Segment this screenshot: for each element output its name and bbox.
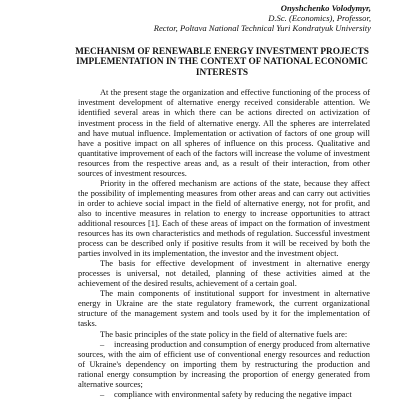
body-paragraph: The basic principles of the state policy in the field of alternative fuels are: — [100, 329, 348, 339]
list-dash: – — [100, 389, 105, 399]
title-line: INTERESTS — [195, 67, 249, 78]
list-item-text: compliance with environmental safety by reducing the negative impact — [114, 389, 352, 399]
body-paragraph: The main components of institutional support for investment in alternative energy in Ukraine are the state regulatory framework, the current organizational structure of the management system and tools used by it for the implementation of tasks. — [78, 289, 370, 329]
author-degree: D.Sc. (Economics), Professor, — [268, 13, 371, 24]
title-line: IMPLEMENTATION IN THE CONTEXT OF NATIONAL ECONOMIC — [76, 57, 368, 68]
list-item-text: increasing production and consumption of energy produced from alternative sources, with the aim of efficient use of conventional energy resources and reduction of Ukraine's dependency on importing them by restructuring the production and rational energy consumption by increasing the proportion of energy generated from alternative sources; — [78, 339, 370, 389]
list-item — [78, 340, 370, 390]
principles-list — [78, 340, 370, 400]
paper-title — [74, 47, 370, 79]
body-paragraph: The basis for effective development of investment in alternative energy processes is universal, not detailed, planning of these activities aimed at the achievement of the desired results, achievement of a certain goal. — [78, 259, 370, 289]
author-block — [86, 3, 371, 34]
paper-body — [78, 88, 370, 399]
author-position: Rector, Poltava National Technical Yuri Kondratyuk University — [153, 23, 371, 34]
author-name: Onyshchenko Volodymyr, — [280, 3, 371, 13]
body-paragraph: Priority in the offered mechanism are actions of the state, because they affect the possibility of implementing measures from other areas and can carry out activities in order to achieve social impact in the field of alternative energy, not for profit, and also to incentive measures in relation to energy to increase opportunities to attract additional resources [1]. Each of these areas of impact on the formation of investment resources has its own characteristics and methods of regulation. Successful investment process can be described only if positive results from it will be received by both the parties involved in its implementation, the investor and the investment object. — [78, 178, 370, 259]
body-paragraph: At the present stage the organization and effective functioning of the process of investment development of alternative energy received considerable attention. We identified several areas in which there can be actions directed on activization of investment process in the field of alternative energy. All the spheres are interrelated and have mutual influence. Implementation or activation of factors of one group will have a positive impact on all spheres of influence on this process. Qualitative and quantitative improvement of each of the factors will increase the volume of investment resources from the respective areas and, as a result of their interaction, from other sources of investment resources. — [78, 88, 370, 178]
title-line: MECHANISM OF RENEWABLE ENERGY INVESTMENT PROJECTS — [75, 46, 369, 57]
list-dash: – — [100, 339, 105, 349]
list-item — [78, 390, 370, 400]
